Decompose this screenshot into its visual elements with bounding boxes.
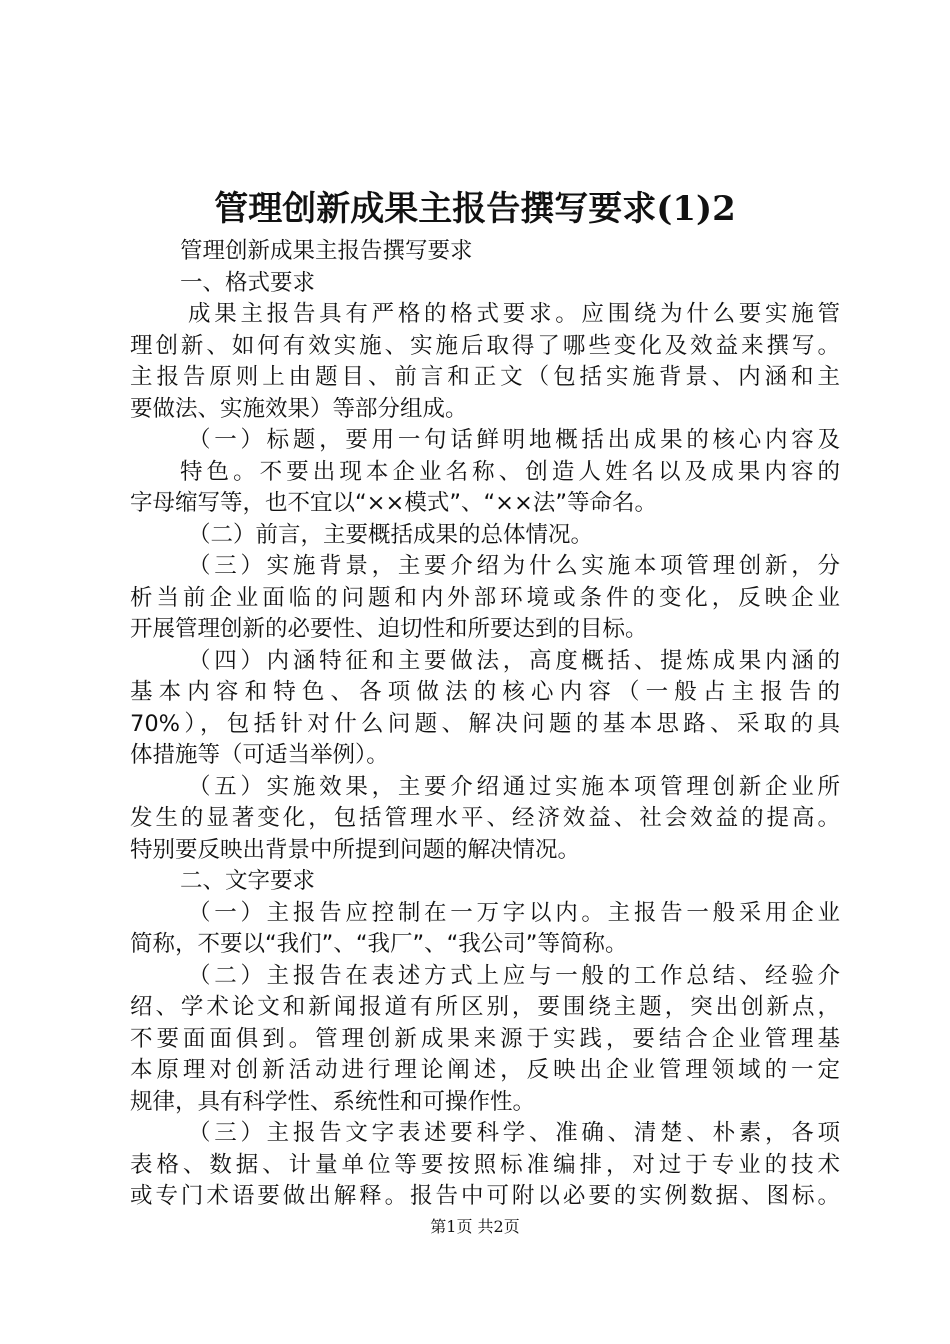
paragraph-line: 特别要反映出背景中所提到问题的解决情况。 — [130, 836, 581, 863]
paragraph-line: 要做法、实施效果）等部分组成。 — [130, 395, 468, 422]
paragraph-line: 成果主报告具有严格的格式要求。应围绕为什么要实施管 — [188, 301, 840, 327]
paragraph-line: 基本内容和特色、各项做法的核心内容（一般占主报告的 — [130, 679, 840, 705]
paragraph-line: 理创新、如何有效实施、实施后取得了哪些变化及效益来撰写。 — [130, 332, 840, 359]
paragraph-line: 70%），包括针对什么问题、解决问题的基本思路、采取的具 — [130, 710, 840, 737]
document-body — [130, 236, 840, 1213]
paragraph-line: 开展管理创新的必要性、迫切性和所要达到的目标。 — [130, 616, 648, 642]
paragraph-line: 表格、数据、计量单位等要按照标准编排，对过于专业的技术 — [130, 1151, 840, 1178]
paragraph-line: 字母缩写等，也不宜以“××模式”、“××法”等命名。 — [130, 490, 658, 516]
paragraph-line: 主报告原则上由题目、前言和正文（包括实施背景、内涵和主 — [130, 364, 840, 390]
paragraph-line: （五）实施效果，主要介绍通过实施本项管理创新企业所 — [188, 773, 840, 800]
paragraph-line: 发生的显著变化，包括管理水平、经济效益、社会效益的提高。 — [130, 805, 840, 831]
page-footer: 第1页 共2页 — [430, 1217, 520, 1236]
paragraph-line: 本原理对创新活动进行理论阐述，反映出企业管理领域的一定 — [130, 1057, 840, 1083]
paragraph-line: （二）主报告在表述方式上应与一般的工作总结、经验介 — [188, 962, 840, 989]
paragraph-line: （二）前言，主要概括成果的总体情况。 — [188, 521, 594, 548]
paragraph-line: （四）内涵特征和主要做法，高度概括、提炼成果内涵的 — [188, 647, 840, 674]
paragraph-line: 特色。不要出现本企业名称、创造人姓名以及成果内容的 — [180, 458, 840, 485]
subtitle-line: 管理创新成果主报告撰写要求 — [180, 238, 473, 264]
paragraph-line: （一）标题，要用一句话鲜明地概括出成果的核心内容及 — [188, 427, 840, 453]
paragraph-line: 不要面面俱到。管理创新成果来源于实践，要结合企业管理基 — [130, 1025, 840, 1052]
section-heading-format: 一、格式要求 — [180, 269, 316, 296]
paragraph-line: （三）实施背景，主要介绍为什么实施本项管理创新，分 — [188, 553, 840, 579]
section-heading-text: 二、文字要求 — [180, 868, 316, 894]
paragraph-line: 规律，具有科学性、系统性和可操作性。 — [130, 1088, 536, 1115]
paragraph-line: （一）主报告应控制在一万字以内。主报告一般采用企业 — [188, 899, 840, 926]
paragraph-line: 绍、学术论文和新闻报道有所区别，要围绕主题，突出创新点， — [130, 994, 840, 1020]
paragraph-line: 体措施等（可适当举例）。 — [130, 742, 389, 768]
paragraph-line: 析当前企业面临的问题和内外部环境或条件的变化，反映企业 — [130, 584, 840, 611]
paragraph-line: 简称，不要以“我们”、“我厂”、“我公司”等简称。 — [130, 931, 628, 957]
paragraph-line: 或专门术语要做出解释。报告中可附以必要的实例数据、图标。 — [130, 1183, 840, 1209]
document-title: 管理创新成果主报告撰写要求(1)2 — [214, 189, 736, 229]
paragraph-line: （三）主报告文字表述要科学、准确、清楚、朴素，各项 — [188, 1120, 840, 1146]
